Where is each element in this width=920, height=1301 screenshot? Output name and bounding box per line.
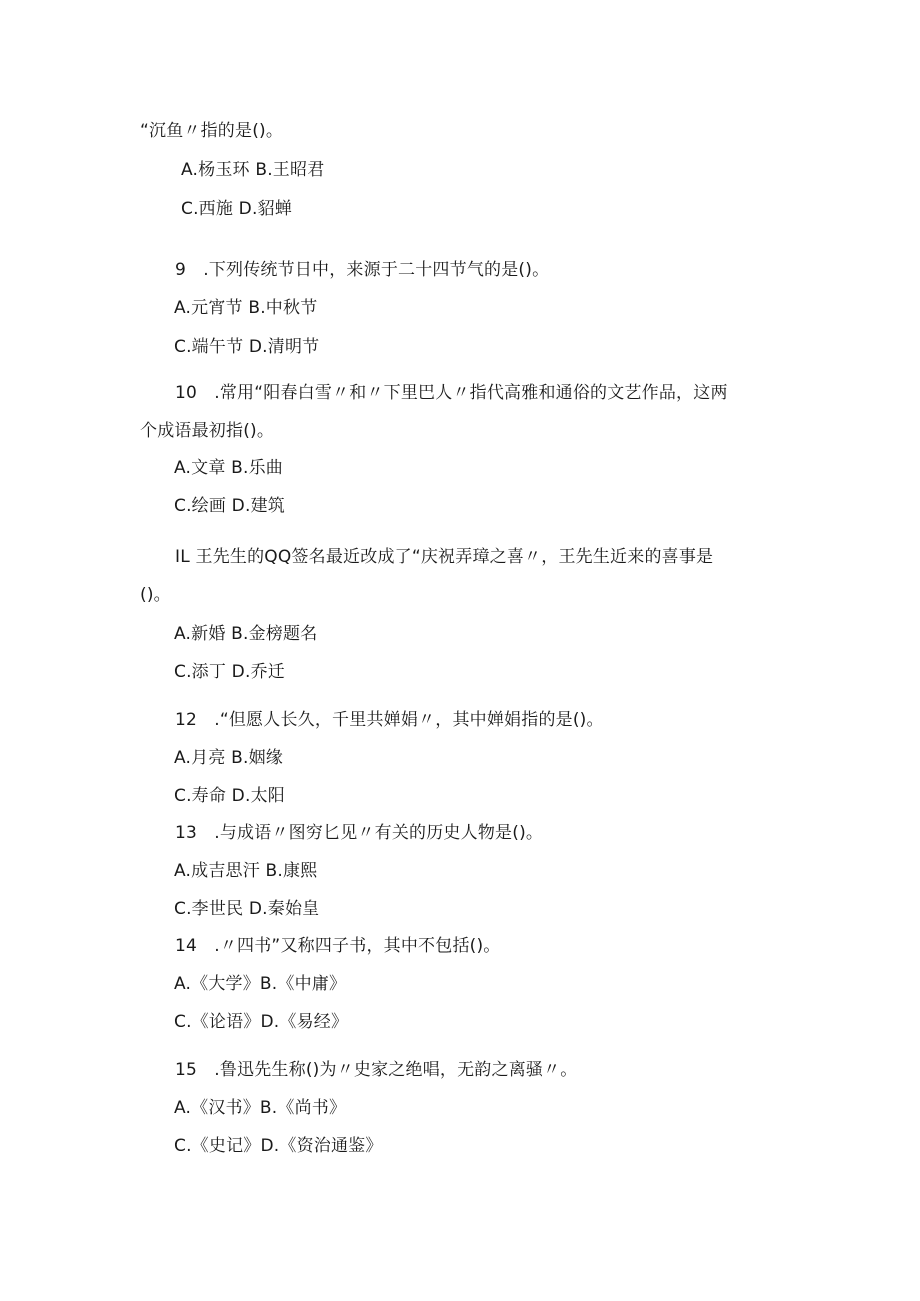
question-option-line: C.《史记》D.《资治通鉴》 xyxy=(174,1136,383,1156)
question-option-line: C.绘画 D.建筑 xyxy=(174,496,285,516)
question-option-line: A.文章 B.乐曲 xyxy=(174,458,284,478)
question-option-line: C.端午节 D.清明节 xyxy=(174,337,320,357)
question-stem-line: IL 王先生的QQ签名最近改成了“庆祝弄璋之喜〃，王先生近来的喜事是 xyxy=(175,547,714,567)
question-stem-line: “沉鱼〃指的是()。 xyxy=(140,121,284,141)
question-option-line: C.西施 D.貂蝉 xyxy=(181,199,292,219)
question-option-line: A.《汉书》B.《尚书》 xyxy=(174,1098,347,1118)
question-stem-line: 13 .与成语〃图穷匕见〃有关的历史人物是()。 xyxy=(175,823,544,843)
question-stem-line: 10 .常用“阳春白雪〃和〃下里巴人〃指代高雅和通俗的文艺作品，这两 xyxy=(175,383,728,403)
question-option-line: A.新婚 B.金榜题名 xyxy=(174,624,318,644)
question-stem-line: 9 .下列传统节日中，来源于二十四节气的是()。 xyxy=(175,260,550,280)
question-option-line: A.月亮 B.姻缘 xyxy=(174,748,284,768)
question-stem-line: 12 .“但愿人长久，千里共婵娟〃，其中婵娟指的是()。 xyxy=(175,710,604,730)
question-option-line: A.《大学》B.《中庸》 xyxy=(174,974,347,994)
question-option-line: C.添丁 D.乔迁 xyxy=(174,662,285,682)
question-option-line: C.寿命 D.太阳 xyxy=(174,786,285,806)
question-stem-line: 14 .〃四书”又称四子书，其中不包括()。 xyxy=(175,936,501,956)
question-option-line: A.元宵节 B.中秋节 xyxy=(174,298,318,318)
question-option-line: C.《论语》D.《易经》 xyxy=(174,1012,349,1032)
question-option-line: A.成吉思汗 B.康熙 xyxy=(174,861,318,881)
question-stem-line: 15 .鲁迅先生称()为〃史家之绝唱，无韵之离骚〃。 xyxy=(175,1060,578,1080)
question-stem-line: 个成语最初指()。 xyxy=(140,421,275,441)
question-option-line: C.李世民 D.秦始皇 xyxy=(174,899,320,919)
question-stem-line: ()。 xyxy=(140,585,171,605)
question-option-line: A.杨玉环 B.王昭君 xyxy=(181,160,325,180)
